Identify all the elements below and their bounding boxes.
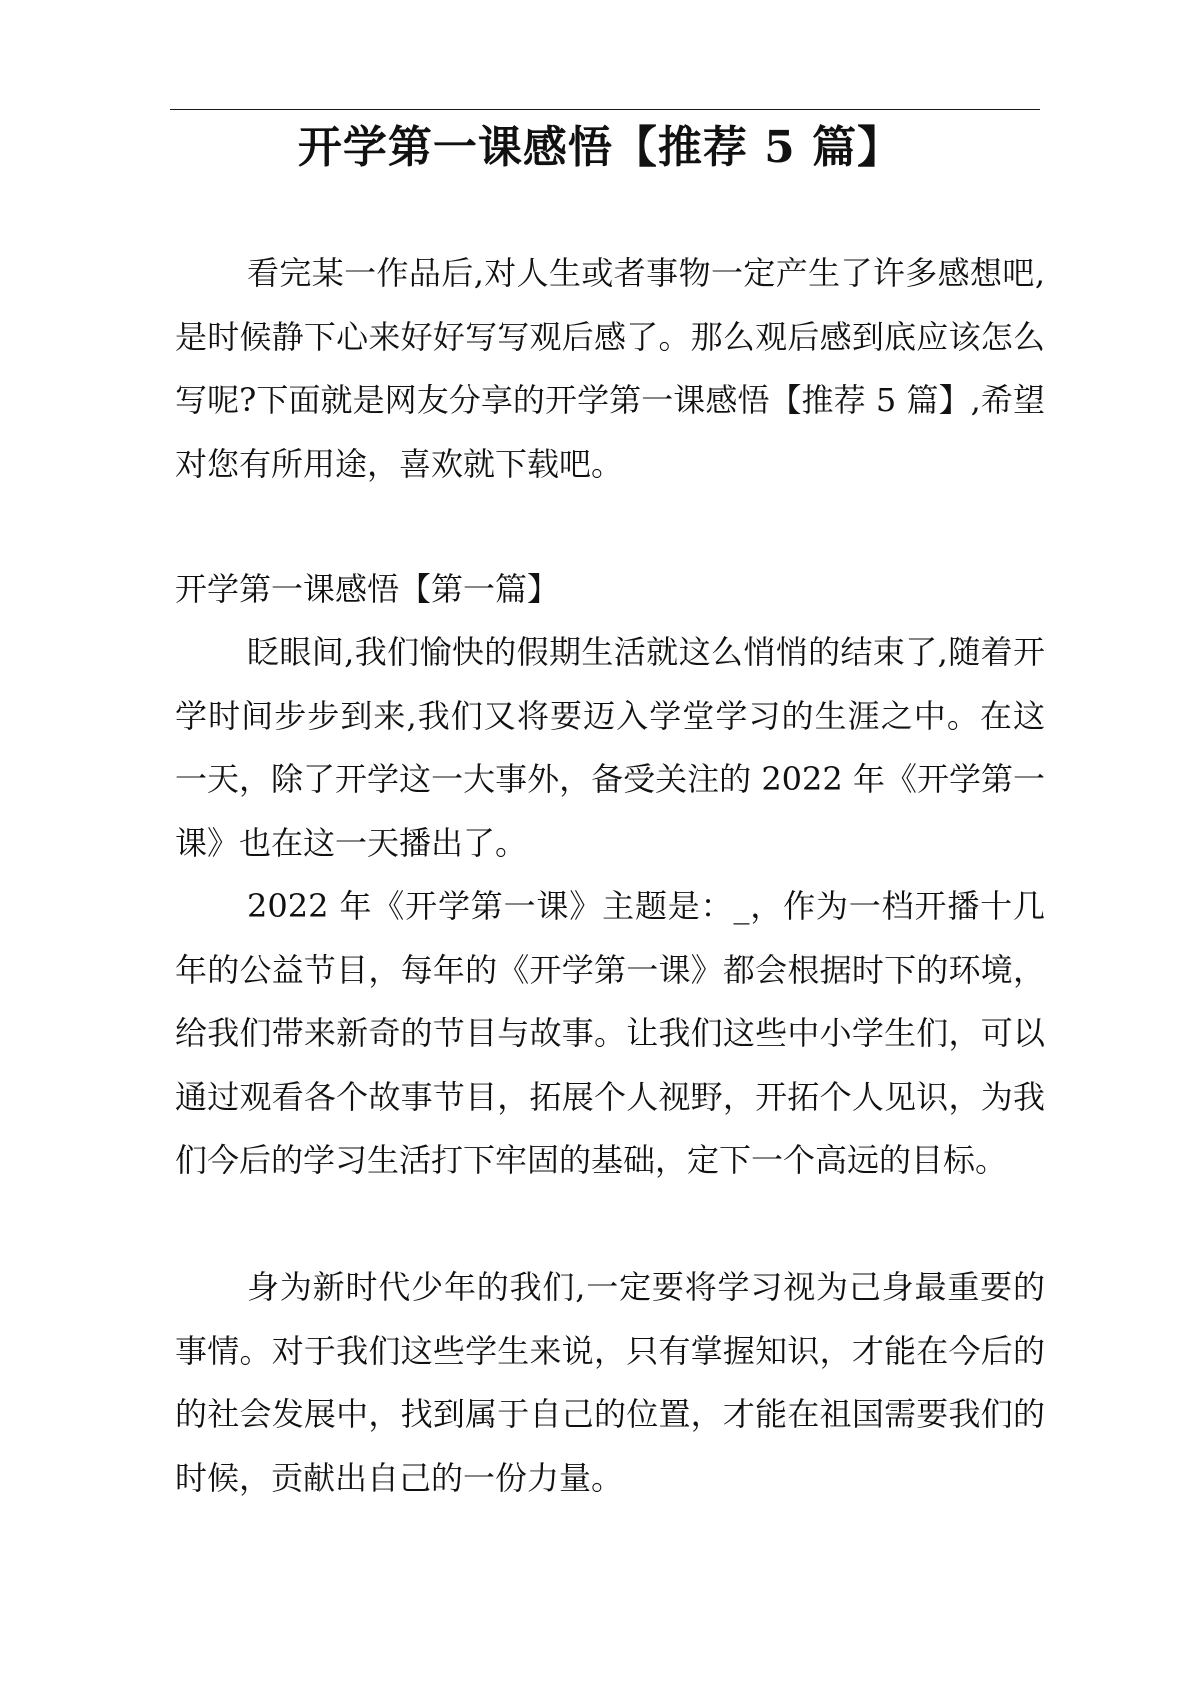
section-paragraph: 眨眼间,我们愉快的假期生活就这么悄悄的结束了,随着开学时间步步到来,我们又将要迈入学堂学习的生涯之中。在这一天，除了开学这一大事外，备受关注的 2022 年《开学第一课》也在这一天播出了。 <box>175 633 1045 862</box>
section-paragraph: 2022 年《开学第一课》主题是：_，作为一档开播十几年的公益节目，每年的《开学第一课》都会根据时下的环境，给我们带来新奇的节目与故事。让我们这些中小学生们，可以通过观看各个故事节目，拓展个人视野，开拓个人见识，为我们今后的学习生活打下牢固的基础，定下一个高远的目标。 <box>175 887 1045 1179</box>
intro-paragraph: 看完某一作品后,对人生或者事物一定产生了许多感想吧,是时候静下心来好好写写观后感了。那么观后感到底应该怎么写呢?下面就是网友分享的开学第一课感悟【推荐 5 篇】,希望对您有所用途，喜欢就下载吧。 <box>175 254 1045 483</box>
document-title: 开学第一课感悟【推荐 5 篇】 <box>297 122 903 173</box>
header-rule <box>170 109 1040 110</box>
section-paragraph: 身为新时代少年的我们,一定要将学习视为己身最重要的事情。对于我们这些学生来说，只有掌握知识，才能在今后的的社会发展中，找到属于自己的位置，才能在祖国需要我们的时候，贡献出自己的一份力量。 <box>175 1268 1045 1497</box>
section-heading: 开学第一课感悟【第一篇】 <box>175 570 560 608</box>
